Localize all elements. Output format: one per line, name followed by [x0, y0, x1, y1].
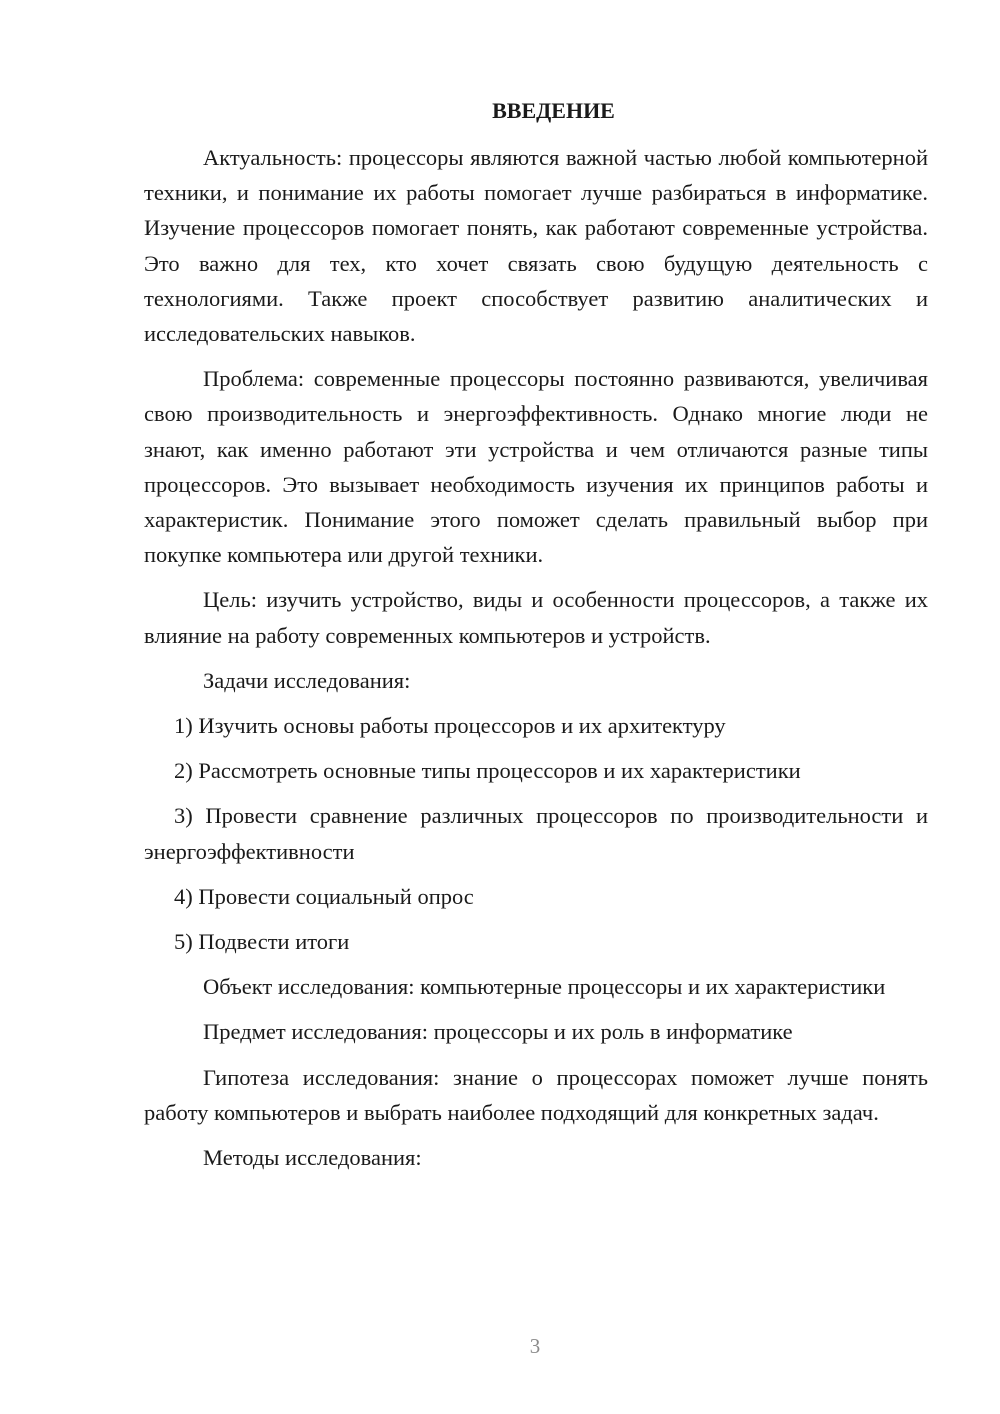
task-item-2: 2) Рассмотреть основные типы процессоров и их характеристики: [174, 758, 801, 784]
document-title: ВВЕДЕНИЕ: [492, 98, 615, 123]
paragraph-subject: Предмет исследования: процессоры и их роль в информатике: [203, 1019, 793, 1045]
methods-heading: Методы исследования:: [203, 1145, 422, 1171]
paragraph-problem: Проблема: современные процессоры постоянно развиваются, увеличивая свою производительность и энергоэффективность. Однако многие люди не знают, как именно работают эти устройства и чем отличаются разные типы процессоров. Это вызывает необходимость изучения их принципов работы и характеристик. Понимание этого поможет сделать правильный выбор при покупке компьютера или другой техники.: [144, 366, 928, 568]
task-item-4: 4) Провести социальный опрос: [174, 883, 474, 909]
paragraph-relevance: Актуальность: процессоры являются важной частью любой компьютерной техники, и понимание их работы помогает лучше разбираться в информатике. Изучение процессоров помогает понять, как работают современные устройства. Это важно для тех, кто хочет связать свою будущую деятельность с технологиями. Также проект способствует развитию аналитических и исследовательских навыков.: [144, 145, 928, 347]
paragraph-hypothesis: Гипотеза исследования: знание о процессорах поможет лучше понять работу компьютеров и выбрать наиболее подходящий для конкретных задач.: [144, 1064, 928, 1125]
task-item-5: 5) Подвести итоги: [174, 929, 350, 955]
task-item-3: 3) Провести сравнение различных процессоров по производительности и энергоэффективности: [144, 803, 928, 864]
paragraph-goal: Цель: изучить устройство, виды и особенности процессоров, а также их влияние на работу современных компьютеров и устройств.: [144, 587, 928, 648]
paragraph-object: Объект исследования: компьютерные процессоры и их характеристики: [203, 974, 886, 1000]
document-page: [144, 96, 928, 1185]
task-item-1: 1) Изучить основы работы процессоров и их архитектуру: [174, 713, 726, 739]
tasks-heading: Задачи исследования:: [203, 667, 411, 693]
page-number: 3: [529, 1334, 541, 1358]
